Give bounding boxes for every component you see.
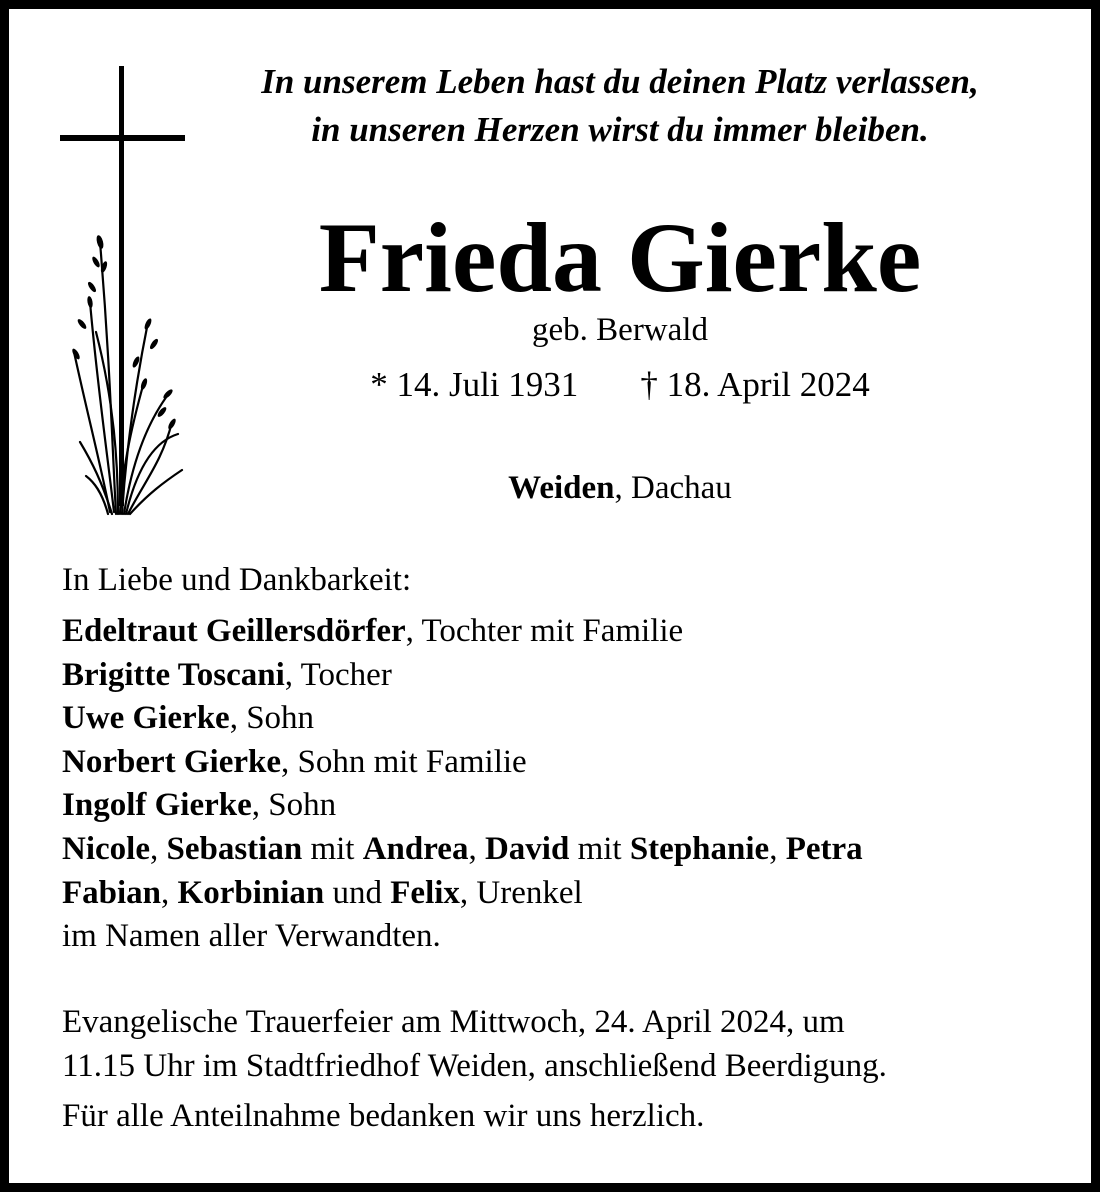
mourner-name: Ingolf Gierke: [62, 787, 252, 824]
maiden-name: geb. Berwald: [532, 312, 708, 348]
mourner-name: Andrea: [362, 830, 469, 867]
separator: ,: [769, 830, 786, 867]
cross-with-grass-icon: [52, 62, 192, 524]
mourners-intro: In Liebe und Dankbarkeit:: [62, 562, 412, 598]
separator: ,: [468, 830, 485, 867]
separator: , Urenkel: [459, 874, 583, 911]
grandchildren-row: [62, 828, 1062, 872]
motto-line-2: in unseren Herzen wirst du immer bleiben.: [311, 110, 929, 149]
motto-verse: [190, 58, 1050, 154]
great-grandchildren-row: [62, 872, 1062, 916]
mourner-row: [62, 741, 1062, 785]
place-main: Weiden: [508, 470, 615, 506]
separator: mit: [569, 830, 630, 867]
mourner-row: [62, 654, 1062, 698]
place-separator: ,: [614, 470, 632, 506]
mourner-name: Edeltraut Geillersdörfer: [62, 613, 406, 649]
separator: ,: [149, 830, 167, 867]
mourner-name: Brigitte Toscani: [62, 656, 285, 693]
mourners-list: [62, 610, 1062, 959]
mourner-name: Korbinian: [177, 874, 325, 911]
mourner-name: Stephanie: [629, 830, 770, 867]
mourner-name: Fabian: [62, 874, 162, 911]
mourner-name: Sebastian: [166, 830, 303, 867]
places: [190, 468, 1050, 508]
service-line-2: 11.15 Uhr im Stadtfriedhof Weiden, anschließend Beerdigung.: [62, 1048, 887, 1084]
mourner-name: Felix: [390, 874, 460, 911]
life-dates: [190, 364, 1050, 406]
mourner-relation: , Tocher: [284, 656, 392, 693]
separator: und: [324, 874, 391, 911]
mourner-row: [62, 784, 1062, 828]
place-other: Dachau: [631, 470, 732, 506]
mourner-row: [62, 697, 1062, 741]
service-line-1: Evangelische Trauerfeier am Mittwoch, 24. April 2024, um: [62, 1004, 845, 1040]
relatives-line: im Namen aller Verwandten.: [62, 918, 441, 955]
mourner-row: [62, 610, 1062, 654]
mourner-name: David: [484, 830, 570, 867]
mourner-name: Nicole: [62, 830, 150, 867]
mourner-relation: , Sohn: [251, 787, 337, 824]
motto-line-1: In unserem Leben hast du deinen Platz verlassen,: [261, 62, 979, 101]
mourner-name: Uwe Gierke: [62, 700, 230, 737]
separator: mit: [302, 830, 363, 867]
thanks-line: Für alle Anteilnahme bedanken wir uns herzlich.: [62, 1098, 705, 1134]
mourner-relation: , Tochter mit Familie: [405, 613, 684, 649]
mourner-relation: , Sohn mit Familie: [281, 743, 527, 780]
death-date: † 18. April 2024: [640, 365, 870, 404]
mourner-name: Petra: [785, 830, 863, 867]
funeral-service-info: [62, 1000, 1072, 1088]
mourner-name: Norbert Gierke: [62, 743, 281, 780]
mourner-relation: , Sohn: [229, 700, 315, 737]
deceased-name: Frieda Gierke: [318, 202, 922, 313]
birth-date: * 14. Juli 1931: [370, 365, 579, 404]
separator: ,: [161, 874, 178, 911]
